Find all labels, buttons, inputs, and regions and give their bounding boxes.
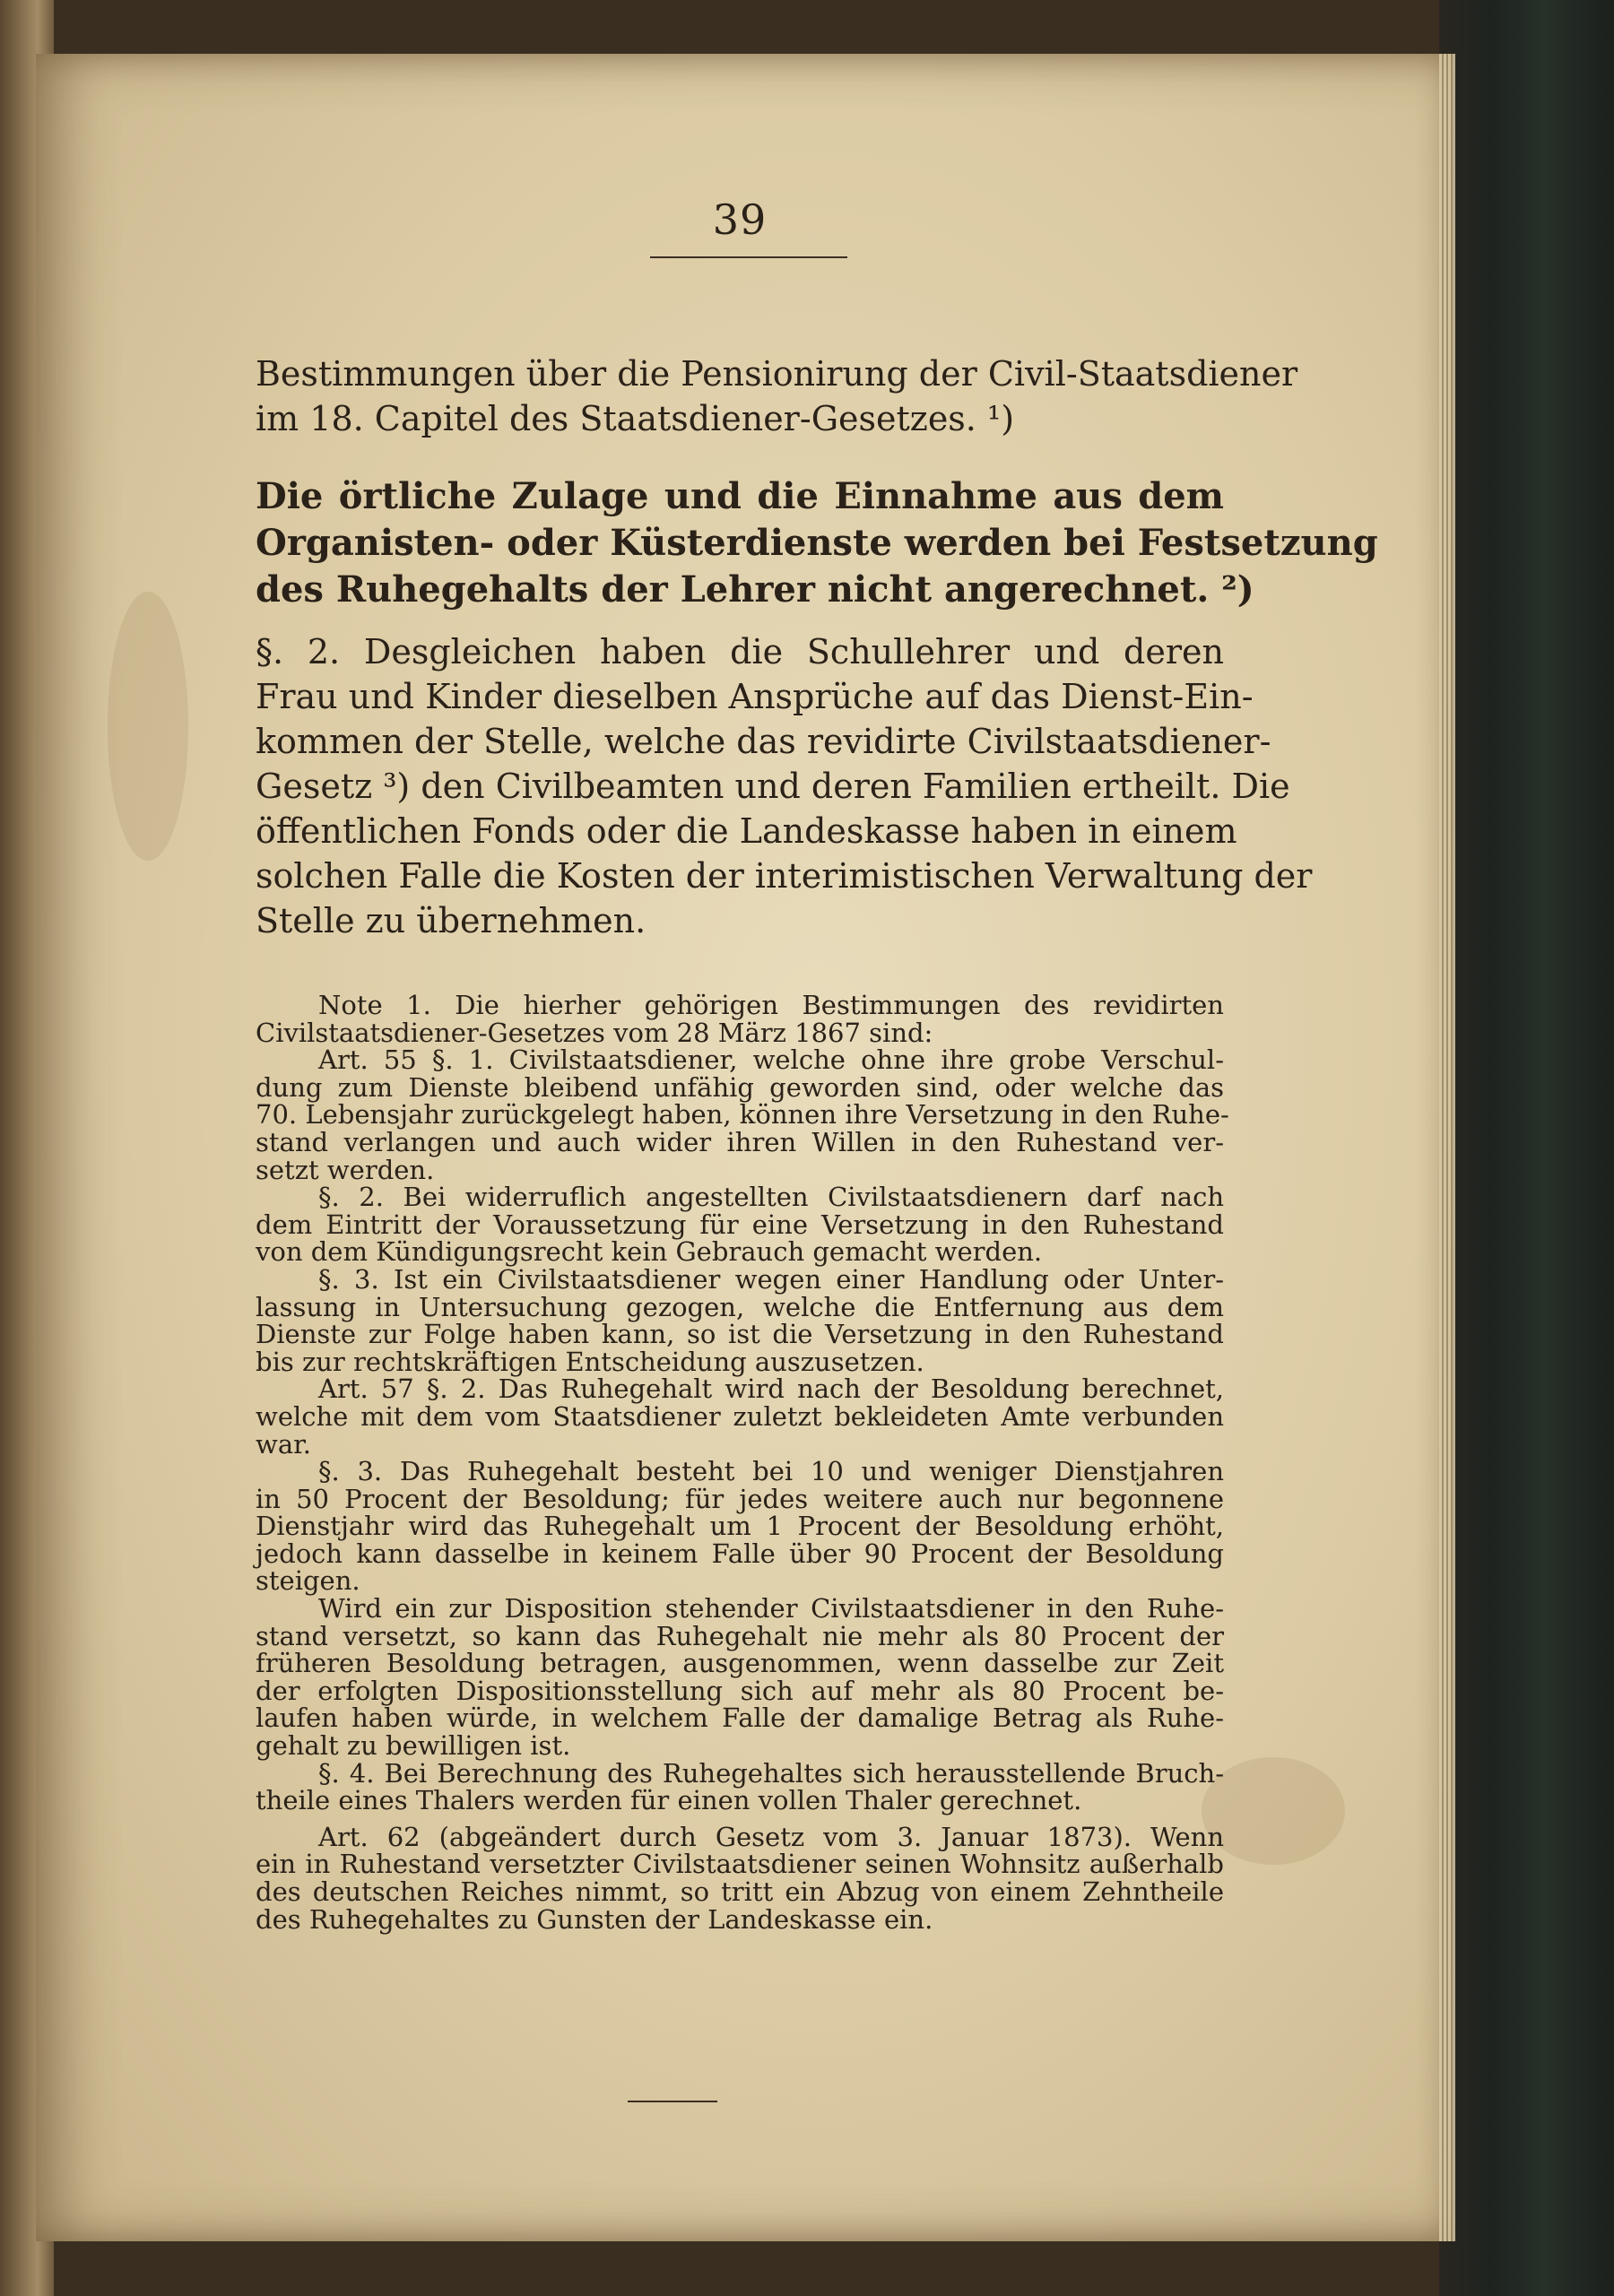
note-line: Art. 57 §. 2. Das Ruhegehalt wird nach der Besoldung berechnet, xyxy=(318,1373,1224,1405)
note-line: setzt werden. xyxy=(256,1154,435,1185)
note-line: dung zum Dienste bleibend unfähig geworden sind, oder welche das xyxy=(256,1071,1224,1103)
note-line: Note 1. Die hierher gehörigen Bestimmungen des revidirten xyxy=(318,990,1224,1020)
note-line: Civilstaatsdiener-Gesetzes vom 28 März 1867 sind: xyxy=(256,1017,933,1048)
header-rule xyxy=(650,256,847,258)
note-line: §. 4. Bei Berechnung des Ruhegehaltes sich herausstellende Bruch- xyxy=(318,1757,1224,1789)
note-line: gehalt zu bewilligen ist. xyxy=(256,1730,571,1762)
note-line: §. 2. Bei widerruflich angestellten Civilstaatsdienern darf nach xyxy=(318,1182,1224,1213)
note-line: stand versetzt, so kann das Ruhegehalt nie mehr als 80 Procent der xyxy=(256,1620,1224,1651)
text-line: Frau und Kinder dieselben Ansprüche auf das Dienst-Ein- xyxy=(256,677,1254,716)
note-line: theile eines Thalers werden für einen vollen Thaler gerechnet. xyxy=(256,1785,1082,1816)
note-line: steigen. xyxy=(256,1565,360,1597)
text-line: §. 2. Desgleichen haben die Schullehrer und deren xyxy=(256,632,1224,671)
note-line: Art. 62 (abgeändert durch Gesetz vom 3. Januar 1873). Wenn xyxy=(318,1821,1224,1852)
note-line: 70. Lebensjahr zurückgelegt haben, können ihre Versetzung in den Ruhe- xyxy=(256,1099,1229,1131)
text-line: Bestimmungen über die Pensionirung der Civil-Staatsdiener xyxy=(256,354,1298,394)
note-line: §. 3. Ist ein Civilstaatsdiener wegen einer Handlung oder Unter- xyxy=(318,1263,1224,1295)
note-line: ein in Ruhestand versetzter Civilstaatsdiener seinen Wohnsitz außerhalb xyxy=(256,1849,1224,1880)
note-line: war. xyxy=(256,1428,312,1460)
note-line: früheren Besoldung betragen, ausgenommen, wenn dasselbe zur Zeit xyxy=(256,1648,1224,1679)
text-line: Die örtliche Zulage und die Einnahme aus dem xyxy=(256,475,1224,517)
note-line: Art. 55 §. 1. Civilstaatsdiener, welche ohne ihre grobe Verschul- xyxy=(318,1044,1224,1076)
footer-rule xyxy=(628,2101,717,2102)
note-line: §. 3. Das Ruhegehalt besteht bei 10 und weniger Dienstjahren xyxy=(318,1456,1224,1487)
note-line: stand verlangen und auch wider ihren Willen in den Ruhestand ver- xyxy=(256,1126,1224,1157)
text-line: Stelle zu übernehmen. xyxy=(256,901,646,940)
text-line: des Ruhegehalts der Lehrer nicht angerechnet. ²) xyxy=(256,568,1254,611)
page-number: 39 xyxy=(712,195,768,244)
note-line: des deutschen Reiches nimmt, so tritt ein Abzug von einem Zehntheile xyxy=(256,1876,1224,1907)
text-line: Organisten- oder Küsterdienste werden bei Festsetzung xyxy=(256,522,1378,564)
bold-paragraph xyxy=(256,473,1378,613)
note-line: der erfolgten Dispositionsstellung sich auf mehr als 80 Procent be- xyxy=(256,1675,1224,1706)
note-line: jedoch kann dasselbe in keinem Falle über 90 Procent der Besoldung xyxy=(256,1538,1224,1569)
note-line: Dienstjahr wird das Ruhegehalt um 1 Procent der Besoldung erhöht, xyxy=(256,1511,1224,1542)
text-line: öffentlichen Fonds oder die Landeskasse haben in einem xyxy=(256,811,1237,851)
note-line: dem Eintritt der Voraussetzung für eine Versetzung in den Ruhestand xyxy=(256,1209,1224,1240)
footnotes xyxy=(256,990,1229,1935)
intro-paragraph xyxy=(256,351,1298,441)
text-line: solchen Falle die Kosten der interimistischen Verwaltung der xyxy=(256,856,1313,896)
note-line: Dienste zur Folge haben kann, so ist die Versetzung in den Ruhestand xyxy=(256,1319,1224,1350)
page-edges xyxy=(1439,54,1455,2241)
note-line: von dem Kündigungsrecht kein Gebrauch gemacht werden. xyxy=(256,1236,1043,1268)
note-line: bis zur rechtskräftigen Entscheidung auszusetzen. xyxy=(256,1346,924,1377)
text-line: kommen der Stelle, welche das revidirte Civilstaatsdiener- xyxy=(256,722,1271,761)
book-page xyxy=(36,54,1453,2241)
note-line: in 50 Procent der Besoldung; für jedes weitere auch nur begonnene xyxy=(256,1483,1224,1514)
text-line: im 18. Capitel des Staatsdiener-Gesetzes. ¹) xyxy=(256,399,1015,438)
book-binding xyxy=(1439,0,1614,2296)
note-line: Wird ein zur Disposition stehender Civilstaatsdiener in den Ruhe- xyxy=(318,1593,1224,1625)
note-line: welche mit dem vom Staatsdiener zuletzt bekleideten Amte verbunden xyxy=(256,1400,1224,1432)
note-line: lassung in Untersuchung gezogen, welche die Entfernung aus dem xyxy=(256,1291,1224,1322)
note-line: laufen haben würde, in welchem Falle der damalige Betrag als Ruhe- xyxy=(256,1703,1224,1734)
note-line: des Ruhegehaltes zu Gunsten der Landeskasse ein. xyxy=(256,1903,933,1935)
text-line: Gesetz ³) den Civilbeamten und deren Familien ertheilt. Die xyxy=(256,767,1290,806)
section-2-paragraph xyxy=(256,629,1313,943)
